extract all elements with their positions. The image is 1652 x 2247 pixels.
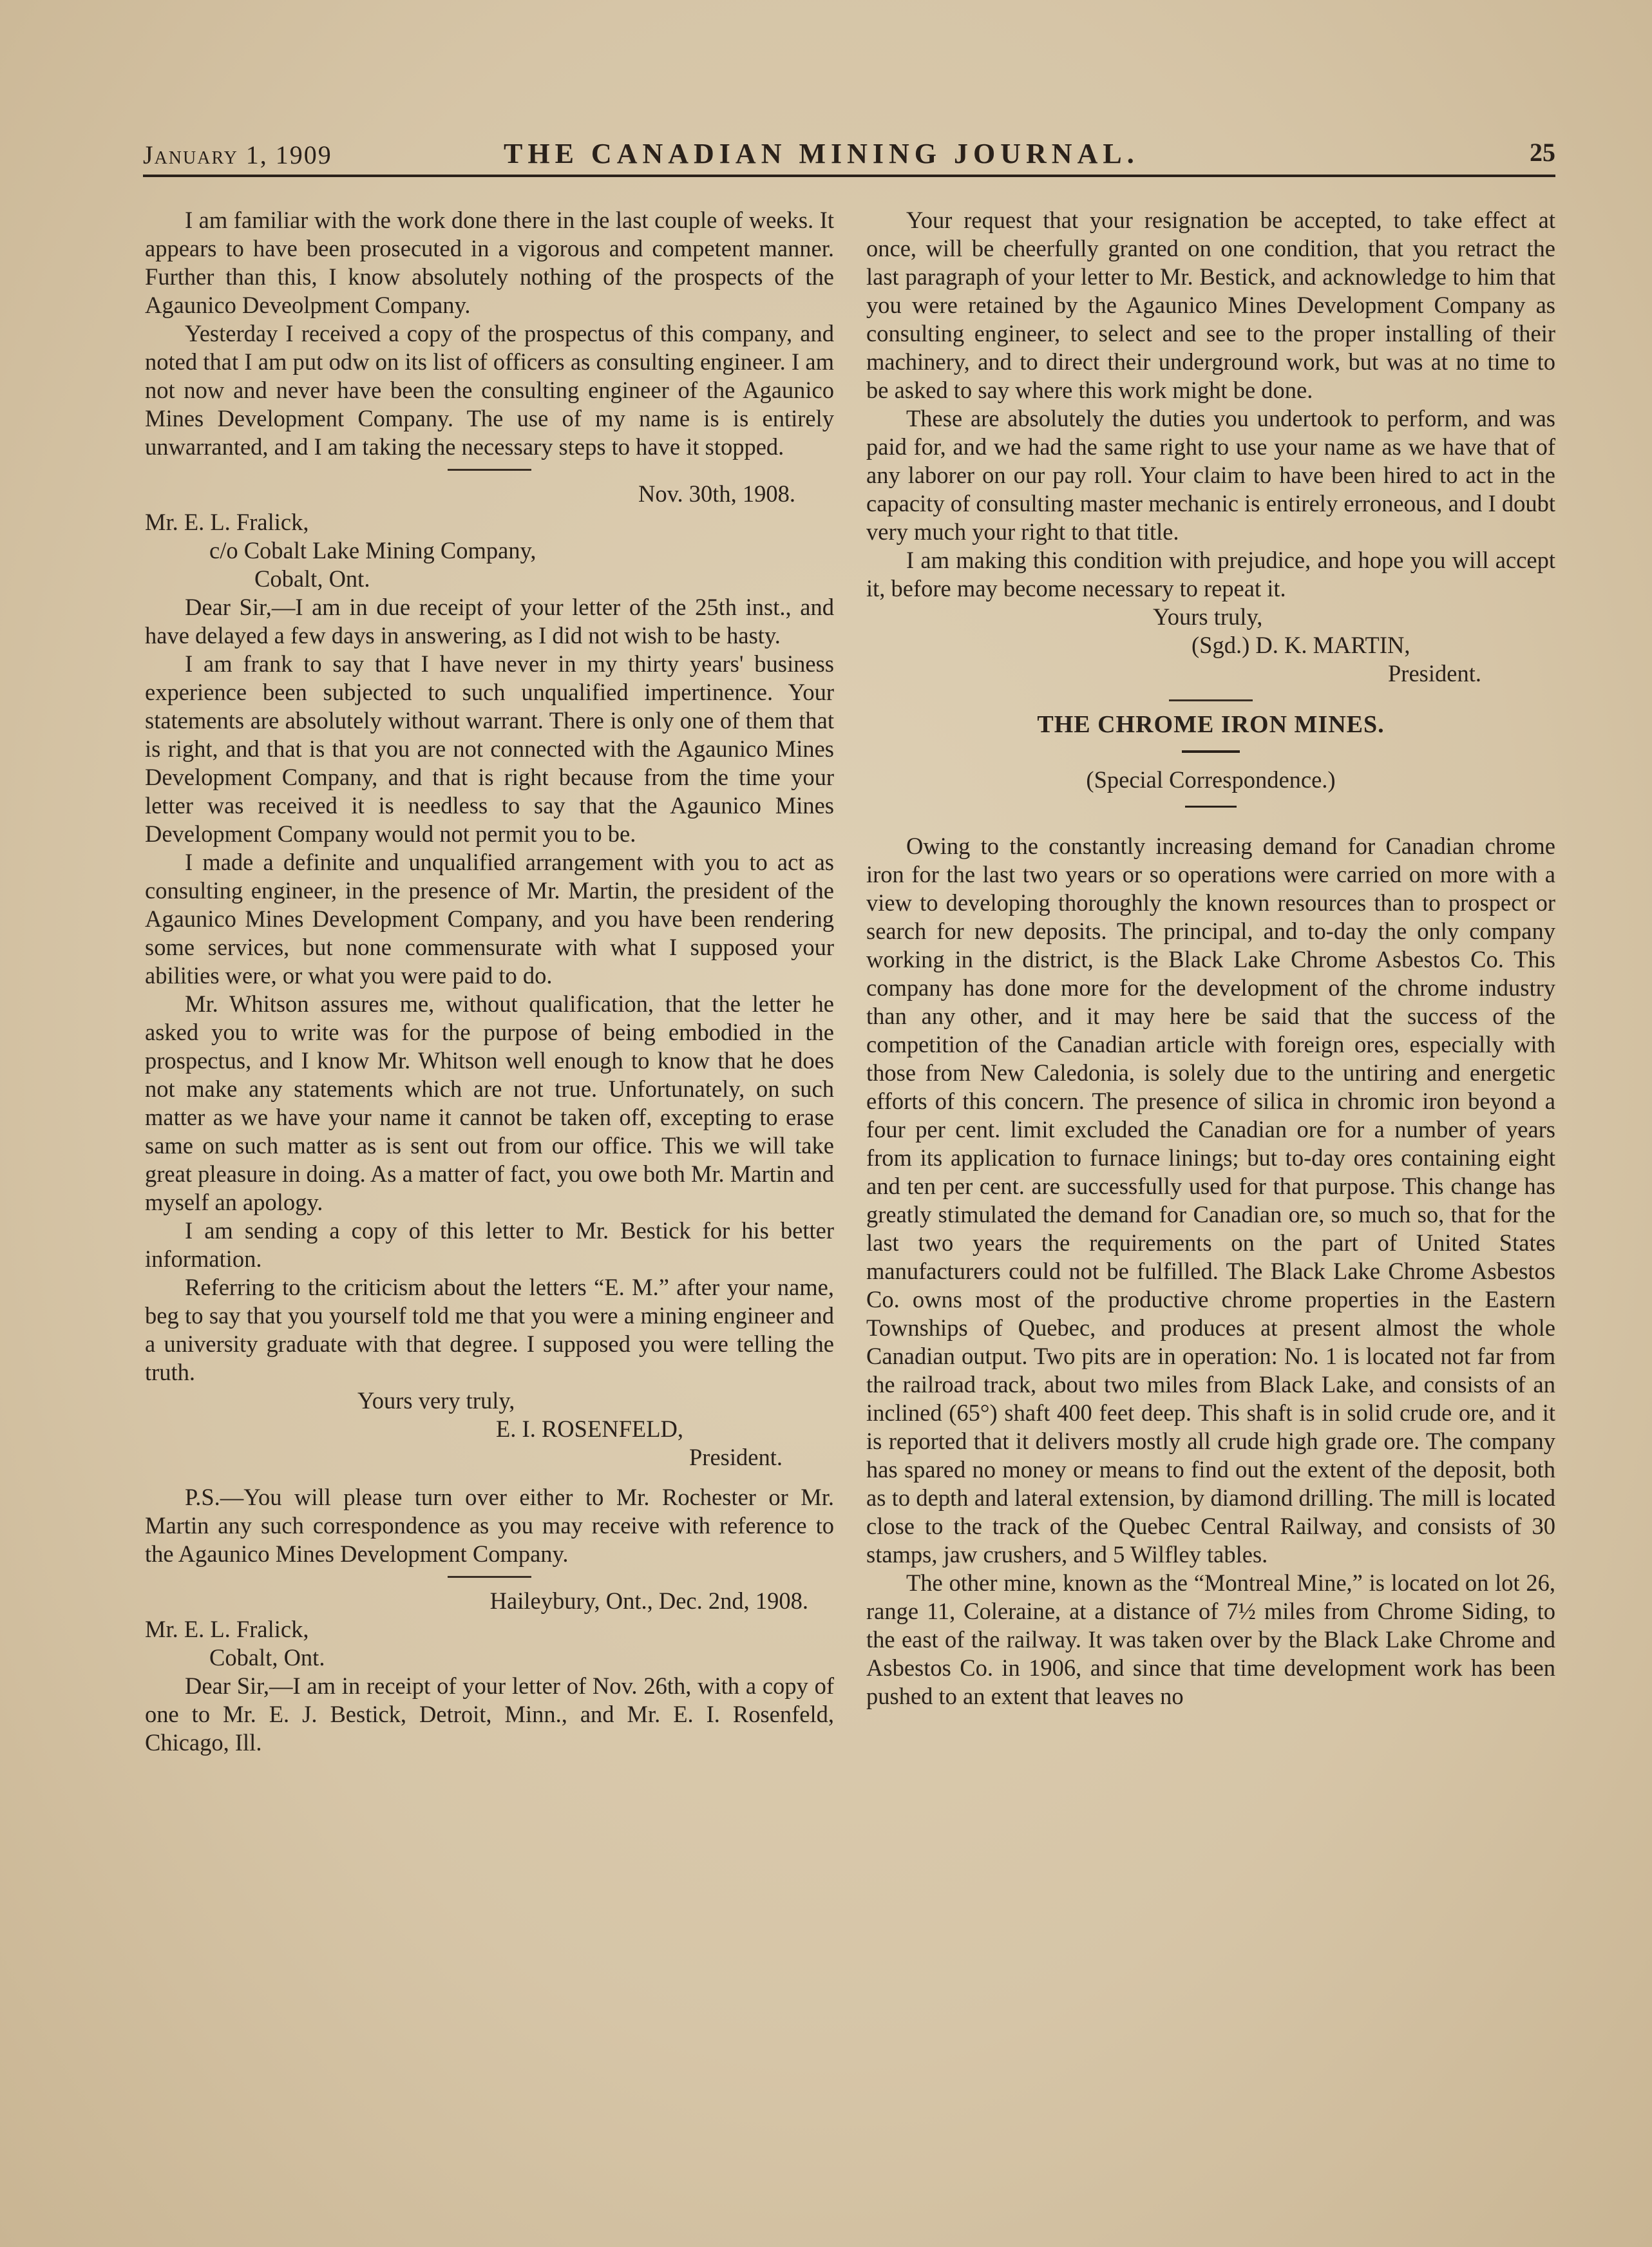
signature-title: President.	[1388, 660, 1481, 687]
signature-closing: Yours very truly,	[357, 1387, 515, 1414]
signature-name: (Sgd.) D. K. MARTIN,	[1192, 632, 1410, 658]
right-column	[866, 206, 1555, 1711]
postscript: P.S.—You will please turn over either to Mr. Rochester or Mr. Martin any such correspondence as you may receive with reference to the Agaunico Mines Development Company.	[145, 1484, 834, 1567]
paragraph: The other mine, known as the “Montreal Mine,” is located on lot 26, range 11, Coleraine, at a distance of 7½ miles from Chrome Siding, to the east of the railway. It was taken over by the Black Lake Chrome and Asbestos Co. in 1906, and since that time development work has been pushed to an extent that leaves no	[866, 1569, 1555, 1709]
letter-address: Cobalt, Ont.	[209, 1644, 325, 1671]
separator	[1182, 750, 1240, 753]
journal-title: THE CANADIAN MINING JOURNAL.	[504, 138, 1139, 169]
paragraph: Owing to the constantly increasing demand for Canadian chrome iron for the last two years or so operations were carried on more with a view to developing thoroughly the known resources than to prospect or search for new deposits. The principal, and to-day the only company working in the district, is the Black Lake Chrome Asbestos Co. This company has done more for the development of the chrome industry than any other, and it may here be said that the success of the competition of the Canadian article with foreign ores, especially with those from New Caledonia, is solely due to the untiring and energetic efforts of this concern. The presence of silica in chromic iron beyond a four per cent. limit excluded the Canadian ore for a number of years from its application to furnace linings; but to-day ores containing eight and ten per cent. are successfully used for that purpose. This change has greatly stimulated the demand for Canadian ore, so much so, that for the last two years the requirements on the part of United States manufacturers could not be fulfilled. The Black Lake Chrome Asbestos Co. owns most of the productive chrome properties in the Eastern Townships of Quebec, and produces at present almost the whole Canadian output. Two pits are in operation: No. 1 is located not far from the railroad track, about two miles from Black Lake, and consists of an inclined (65°) shaft 400 feet deep. This shaft is in solid crude ore, and it is reported that it delivers mostly all crude high grade ore. The company has spared no money or means to find out the extent of the deposit, both as to depth and lateral extension, by diamond drilling. The mill is located close to the track of the Quebec Central Railway, and consists of 30 stamps, jaw crushers, and 5 Wilfley tables.	[866, 833, 1555, 1568]
signature-name: E. I. ROSENFELD,	[496, 1416, 683, 1442]
letter-address: Mr. E. L. Fralick,	[145, 1616, 309, 1642]
article-heading: THE CHROME IRON MINES.	[1037, 711, 1385, 738]
letter-date: Haileybury, Ont., Dec. 2nd, 1908.	[489, 1588, 808, 1614]
paragraph: These are absolutely the duties you undertook to perform, and was paid for, and we had the same right to use your name as we have that of any laborer on our pay roll. Your claim to have been hired to act in the capacity of consulting master mechanic is entirely erroneous, and I doubt very much your right to that title.	[866, 405, 1555, 545]
paragraph: Dear Sir,—I am in due receipt of your letter of the 25th inst., and have delayed a few days in answering, as I did not wish to be hasty.	[145, 594, 834, 649]
paragraph: Dear Sir,—I am in receipt of your letter of Nov. 26th, with a copy of one to Mr. E. J. Bestick, Detroit, Minn., and Mr. E. I. Rosenfeld, Chicago, Ill.	[145, 1673, 834, 1756]
letter-address: Mr. E. L. Fralick,	[145, 509, 309, 535]
paragraph: Yesterday I received a copy of the prospectus of this company, and noted that I am put odw on its list of officers as consulting engineer. I am not now and never have been the consulting engineer of the Agaunico Mines Development Company. The use of my name is is entirely unwarranted, and I am taking the necessary steps to have it stopped.	[145, 320, 834, 460]
separator	[448, 1576, 531, 1578]
paragraph: I am familiar with the work done there in the last couple of weeks. It appears to have been prosecuted in a vigorous and competent manner. Further than this, I know absolutely nothing of the prospects of the Agaunico Deveolpment Company.	[145, 207, 834, 318]
paragraph: I made a definite and unqualified arrangement with you to act as consulting engineer, in the presence of Mr. Martin, the president of the Agaunico Mines Development Company, and you have been rendering some services, but none commensurate with what I supposed your abilities were, or what you were paid to do.	[145, 849, 834, 989]
separator	[1169, 699, 1253, 701]
paragraph: Mr. Whitson assures me, without qualification, that the letter he asked you to write was for the purpose of being embodied in the prospectus, and I know Mr. Whitson well enough to know that he does not make any statements which are not true. Unfortunately, on such matter as we have your name it cannot be taken off, excepting to erase same on such matter as is sent out from our office. This we will take great pleasure in doing. As a matter of fact, you owe both Mr. Martin and myself an apology.	[145, 991, 834, 1215]
separator	[448, 469, 531, 471]
letter-address: Cobalt, Ont.	[254, 565, 370, 592]
header-rule	[143, 175, 1555, 177]
letter-address: c/o Cobalt Lake Mining Company,	[209, 537, 536, 564]
paragraph: I am frank to say that I have never in my thirty years' business experience been subjected to such unqualified impertinence. Your statements are absolutely without warrant. There is only one of them that is right, and that is that you are not connected with the Agaunico Mines Development Company, and that is right because from the time your letter was received it is needless to say that the Agaunico Mines Development Company would not permit you to be.	[145, 650, 834, 847]
separator	[1185, 806, 1237, 808]
paragraph: I am making this condition with prejudice, and hope you will accept it, before may become necessary to repeat it.	[866, 547, 1555, 602]
page-number: 25	[1530, 138, 1555, 167]
paragraph: I am sending a copy of this letter to Mr. Bestick for his better information.	[145, 1217, 834, 1272]
page-header	[143, 129, 1555, 174]
header-date: January 1, 1909	[143, 140, 332, 169]
paragraph: Referring to the criticism about the letters “E. M.” after your name, beg to say that you yourself told me that you were a mining engineer and a university graduate with that degree. I supposed you were telling the truth.	[145, 1274, 834, 1385]
letter-date: Nov. 30th, 1908.	[638, 480, 795, 507]
signature-closing: Yours truly,	[1153, 603, 1263, 630]
signature-title: President.	[689, 1444, 783, 1470]
article-subheading: (Special Correspondence.)	[1086, 766, 1336, 793]
paragraph: Your request that your resignation be accepted, to take effect at once, will be cheerfully granted on one condition, that you retract the last paragraph of your letter to Mr. Bestick, and acknowledge to him that you were retained by the Agaunico Mines Development Company as consulting engineer, to select and see to the proper installing of their machinery, and to direct their underground work, but was at no time to be asked to say where this work might be done.	[866, 207, 1555, 403]
left-column	[145, 206, 834, 1757]
